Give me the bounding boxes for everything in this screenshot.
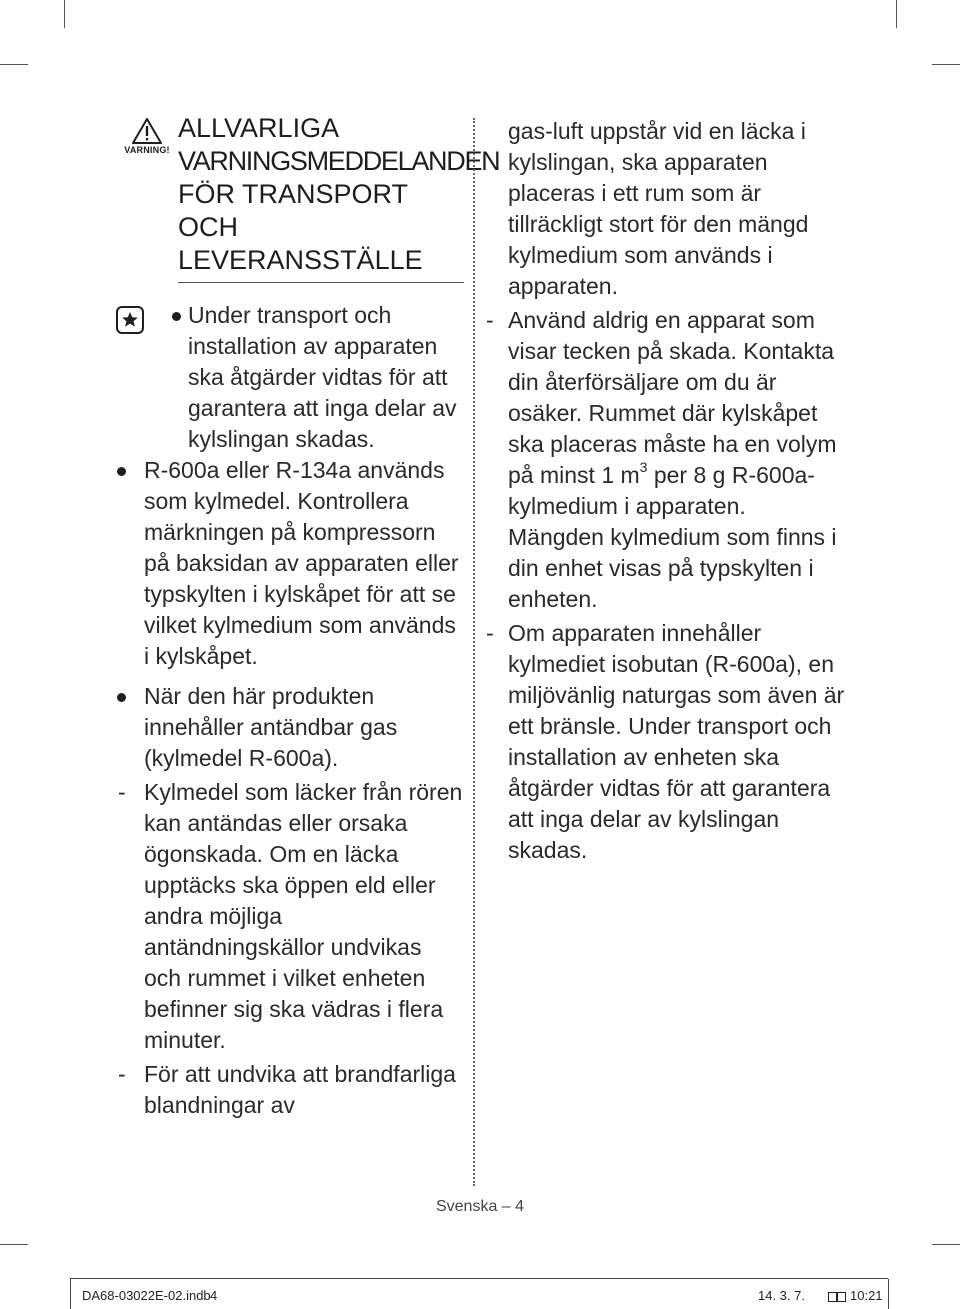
file-page: 4 [210, 1288, 218, 1303]
warning-label: VARNING! [124, 145, 170, 155]
dash-marker: - [118, 1061, 126, 1087]
bullet-item [112, 455, 464, 672]
dash-marker: - [118, 779, 126, 805]
bullet-text: R-600a eller R-134a används som kylmedel. Kontrollera märkningen på kompressorn på baksidan av apparaten eller typskylten i kylskåpet för att se vilket kylmedium som används i kylskåpet. [144, 457, 459, 669]
superscript: 3 [639, 459, 648, 476]
star-icon [116, 306, 144, 334]
continued-text [486, 116, 846, 302]
dash-marker: - [486, 620, 494, 646]
page-number: Svenska – 4 [435, 1198, 525, 1215]
column-divider [473, 118, 475, 1186]
warning-heading [112, 112, 500, 282]
warning-triangle-icon [132, 118, 162, 144]
dash-marker: - [486, 307, 494, 333]
dash-item [486, 618, 846, 866]
crop-mark [64, 0, 65, 28]
file-name: DA68-03022E-02.indb [82, 1288, 211, 1303]
left-column [112, 112, 500, 1121]
heading-line: OCH [178, 212, 238, 242]
heading-line: VARNINGSMEDDELANDEN [178, 146, 500, 176]
dash-item [486, 305, 846, 615]
bullet-text: Under transport och installation av apparaten ska åtgärder vidtas för att garantera att inga delar av kylslingan skadas. [188, 302, 457, 452]
dash-text: Kylmedel som läcker från rören kan antändas eller orsaka ögonskada. Om en läcka upptäcks ska öppen eld eller andra möjliga antändningskällor undvikas och rummet i vilket enheten befinner sig ska vädras i flera minuter. [144, 779, 463, 1053]
crop-mark [896, 0, 897, 28]
print-date: 14. 3. 7. [758, 1288, 805, 1303]
heading-line: LEVERANSSTÄLLE [178, 245, 423, 275]
dash-text-part: per 8 g R-600a-kylmedium i apparaten. Mängden kylmedium som finns i din enhet visas på typskylten i enheten. [508, 462, 837, 612]
dash-text [508, 305, 846, 615]
bullet-item [112, 300, 464, 455]
crop-mark [932, 64, 960, 65]
bullet-dot [117, 467, 126, 476]
crop-mark [932, 1244, 960, 1245]
bar-divider [70, 1279, 71, 1309]
print-info-bar [70, 1278, 888, 1309]
continued-paragraph: gas-luft uppstår vid en läcka i kylslingan, ska apparaten placeras i ett rum som är tillräckligt stort för den mängd kylmedium som används i apparaten. [508, 118, 809, 299]
dash-text-part: Använd aldrig en apparat som visar tecken på skada. Kontakta din återförsäljare om du är osäker. Rummet där kylskåpet ska placeras måste ha en volym på minst 1 m [508, 307, 837, 488]
dash-text: För att undvika att brandfarliga blandningar av [144, 1061, 456, 1118]
bullet-item [112, 681, 464, 774]
dash-item [112, 1059, 464, 1121]
heading-line: ALLVARLIGA [178, 113, 340, 143]
dash-item [112, 777, 464, 1056]
bar-divider [888, 1279, 889, 1309]
warning-block [118, 118, 176, 155]
print-time: 10:21 [850, 1288, 883, 1303]
bullet-dot [117, 693, 126, 702]
heading-title [178, 112, 500, 277]
clock-icon [828, 1290, 846, 1305]
crop-mark [0, 64, 28, 65]
bullet-dot [172, 312, 181, 321]
heading-line: FÖR TRANSPORT [178, 179, 409, 209]
bullet-text: När den här produkten innehåller antändbar gas (kylmedel R-600a). [144, 683, 398, 771]
heading-rule [178, 282, 464, 283]
dash-text: Om apparaten innehåller kylmediet isobutan (R-600a), en miljövänlig naturgas som även är ett bränsle. Under transport och installation av enheten ska åtgärder vidtas för att garantera att inga delar av kylslingan skadas. [508, 620, 845, 863]
crop-mark [0, 1244, 28, 1245]
right-column [486, 116, 846, 866]
